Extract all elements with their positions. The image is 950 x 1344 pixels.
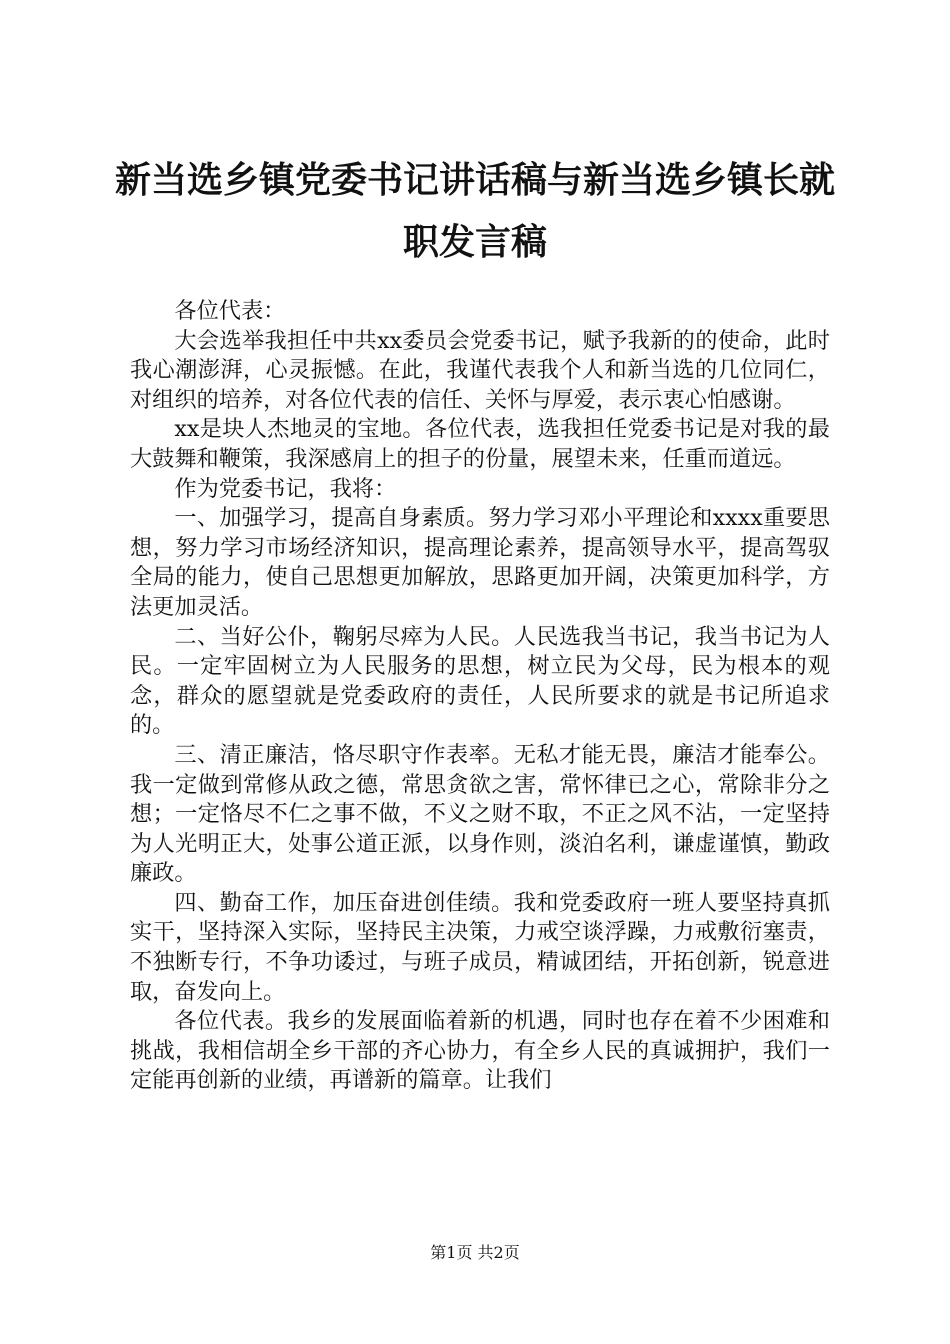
page-number-footer: 第1页 共2页 xyxy=(430,1243,520,1262)
document-title-line-2: 职发言稿 xyxy=(402,221,547,263)
paragraph: xx是块人杰地灵的宝地。各位代表，选我担任党委书记是对我的最大鼓舞和鞭策，我深感肩上的担子的份量，展望未来，任重而道远。 xyxy=(130,416,830,472)
paragraph: 二、当好公仆，鞠躬尽瘁为人民。人民选我当书记，我当书记为人民。一定牢固树立为人民服务的思想，树立民为父母，民为根本的观念，群众的愿望就是党委政府的责任，人民所要求的就是书记所追求的。 xyxy=(130,623,830,739)
paragraph: 四、勤奋工作，加压奋进创佳绩。我和党委政府一班人要坚持真抓实干，坚持深入实际，坚持民主决策，力戒空谈浮躁，力戒敷衍塞责，不独断专行，不争功诿过，与班子成员，精诚团结，开拓创新，锐意进取，奋发向上。 xyxy=(130,889,830,1005)
document-body xyxy=(130,297,830,1096)
paragraph: 一、加强学习，提高自身素质。努力学习邓小平理论和xxxx重要思想，努力学习市场经济知识，提高理论素养，提高领导水平，提高驾驭全局的能力，使自己思想更加解放，思路更加开阔，决策更加科学，方法更加灵活。 xyxy=(130,505,830,620)
paragraph: 各位代表。我乡的发展面临着新的机遇，同时也存在着不少困难和挑战，我相信胡全乡干部的齐心协力，有全乡人民的真诚拥护，我们一定能再创新的业绩，再谱新的篇章。让我们 xyxy=(130,1008,830,1094)
document-title-line-1: 新当选乡镇党委书记讲话稿与新当选乡镇长就 xyxy=(114,159,835,201)
paragraph: 大会选举我担任中共xx委员会党委书记，赋予我新的的使命，此时我心潮澎湃，心灵振憾。在此，我谨代表我个人和新当选的几位同仁，对组织的培养，对各位代表的信任、关怀与厚爱，表示衷心怕感谢。 xyxy=(130,327,830,413)
paragraph-salutation: 各位代表： xyxy=(174,298,286,324)
paragraph: 三、清正廉洁，恪尽职守作表率。无私才能无畏，廉洁才能奉公。我一定做到常修从政之德，常思贪欲之害，常怀律已之心，常除非分之想；一定恪尽不仁之事不做，不义之财不取，不正之风不沾，一定坚持为人光明正大，处事公道正派，以身作则，淡泊名利，谦虚谨慎，勤政廉政。 xyxy=(130,741,830,887)
paragraph: 作为党委书记，我将： xyxy=(174,475,397,502)
